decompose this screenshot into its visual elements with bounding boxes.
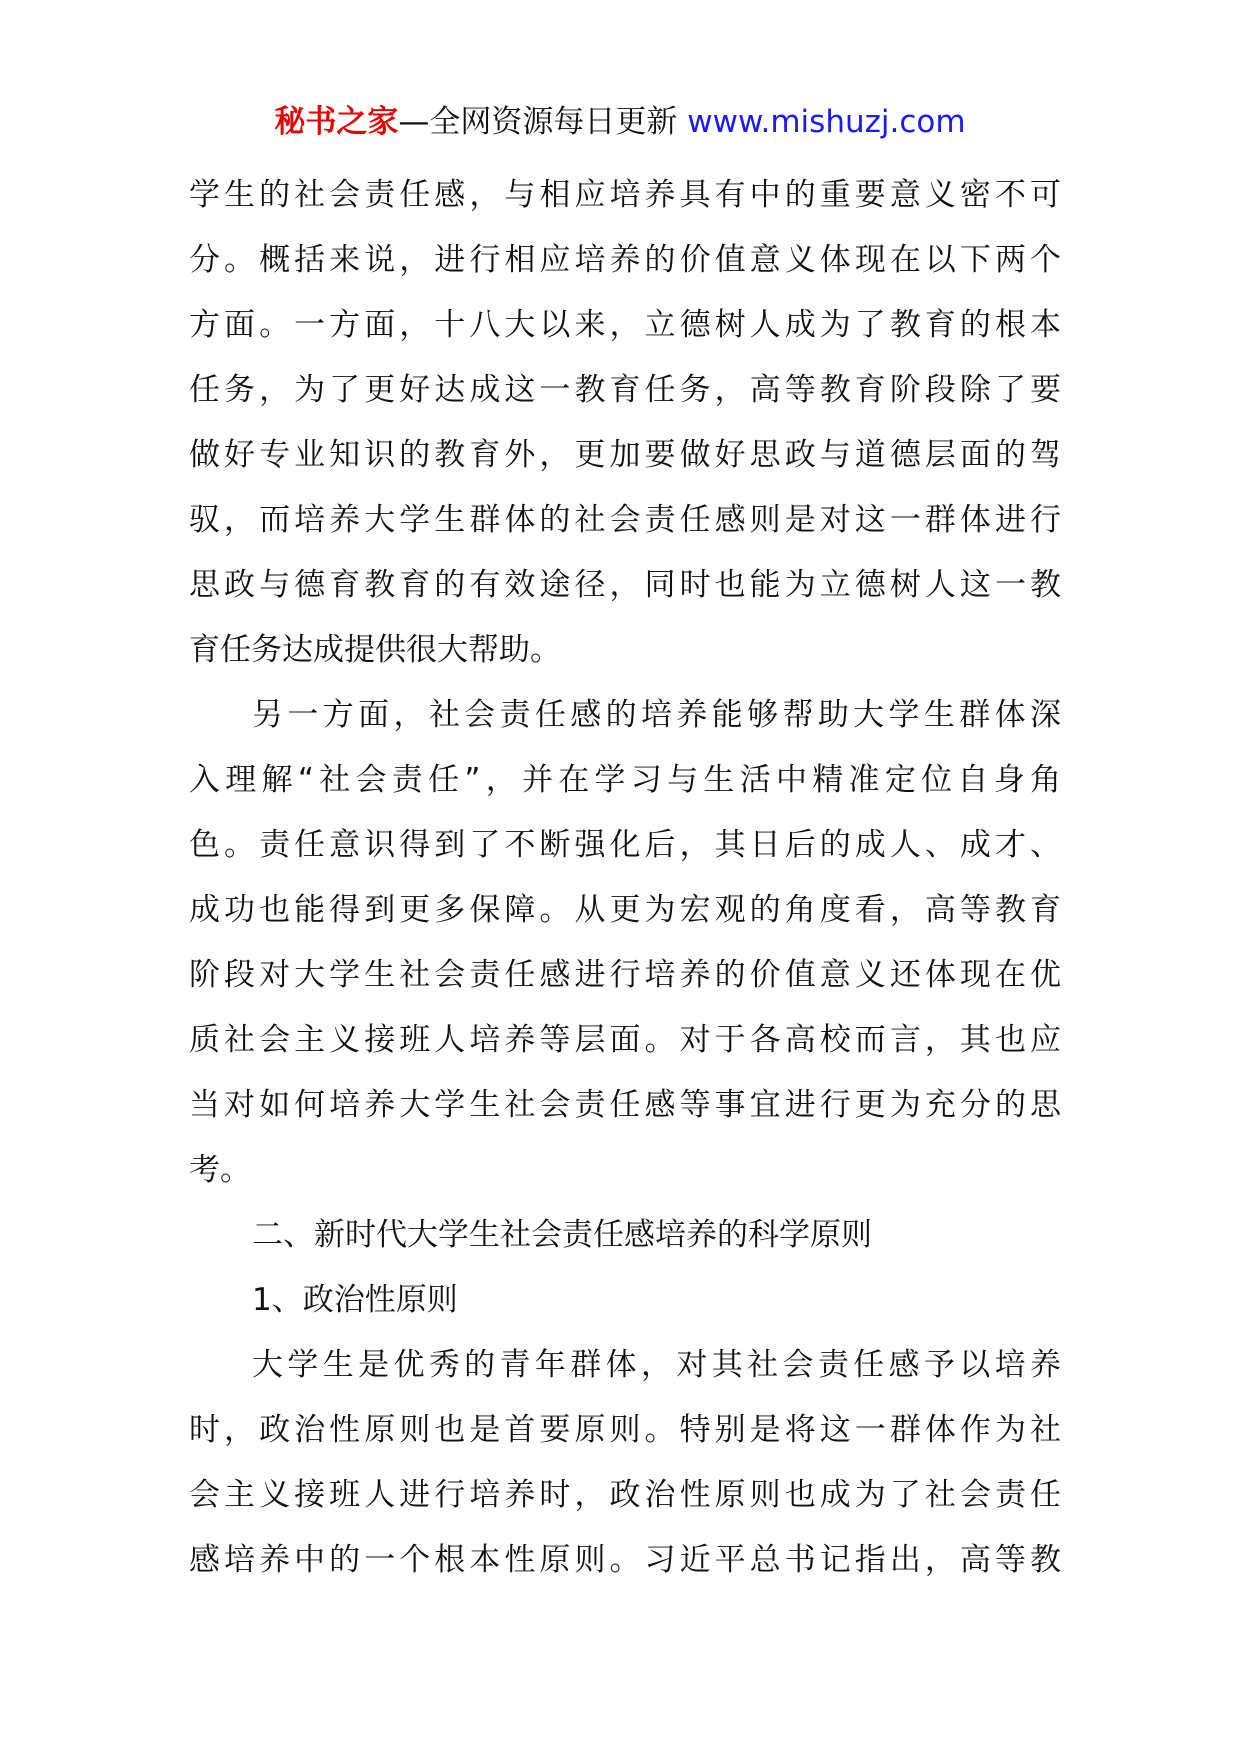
text-line: 方面。一方面，十八大以来，立德树人成为了教育的根本: [189, 307, 1061, 343]
text-line: 思政与德育教育的有效途径，同时也能为立德树人这一教: [189, 567, 1061, 603]
text-line: 做好专业知识的教育外，更加要做好思政与道德层面的驾: [189, 437, 1061, 473]
document-body: [189, 163, 1061, 1593]
text-line: 学生的社会责任感，与相应培养具有中的重要意义密不可: [189, 177, 1061, 213]
site-header: [0, 102, 1240, 142]
section-heading: 二、新时代大学生社会责任感培养的科学原则: [252, 1217, 872, 1253]
site-brand: 秘书之家: [274, 104, 399, 140]
text-line: 时，政治性原则也是首要原则。特别是将这一群体作为社: [189, 1412, 1061, 1448]
text-line: 阶段对大学生社会责任感进行培养的价值意义还体现在优: [189, 957, 1061, 993]
text-line: 质社会主义接班人培养等层面。对于各高校而言，其也应: [189, 1022, 1061, 1058]
text-line: 入理解“社会责任”，并在学习与生活中精准定位自身角: [189, 762, 1061, 798]
subsection-heading: 1、政治性原则: [252, 1282, 458, 1318]
site-tagline: —全网资源每日更新: [398, 104, 678, 140]
text-line: 分。概括来说，进行相应培养的价值意义体现在以下两个: [189, 242, 1061, 278]
text-line: 任务，为了更好达成这一教育任务，高等教育阶段除了要: [189, 372, 1061, 408]
text-line: 色。责任意识得到了不断强化后，其日后的成人、成才、: [189, 827, 1061, 863]
text-line: 驭，而培养大学生群体的社会责任感则是对这一群体进行: [189, 502, 1061, 538]
text-line: 当对如何培养大学生社会责任感等事宜进行更为充分的思: [189, 1087, 1061, 1123]
text-line: 会主义接班人进行培养时，政治性原则也成为了社会责任: [189, 1477, 1061, 1513]
text-line: 育任务达成提供很大帮助。: [189, 632, 561, 668]
text-line: 考。: [189, 1152, 251, 1188]
site-url-link[interactable]: www.mishuzj.com: [687, 104, 966, 140]
text-line: 成功也能得到更多保障。从更为宏观的角度看，高等教育: [189, 892, 1061, 928]
paragraph-start-line: 另一方面，社会责任感的培养能够帮助大学生群体深: [252, 697, 1061, 733]
text-line: 感培养中的一个根本性原则。习近平总书记指出，高等教: [189, 1542, 1061, 1578]
paragraph-start-line: 大学生是优秀的青年群体，对其社会责任感予以培养: [252, 1347, 1061, 1383]
